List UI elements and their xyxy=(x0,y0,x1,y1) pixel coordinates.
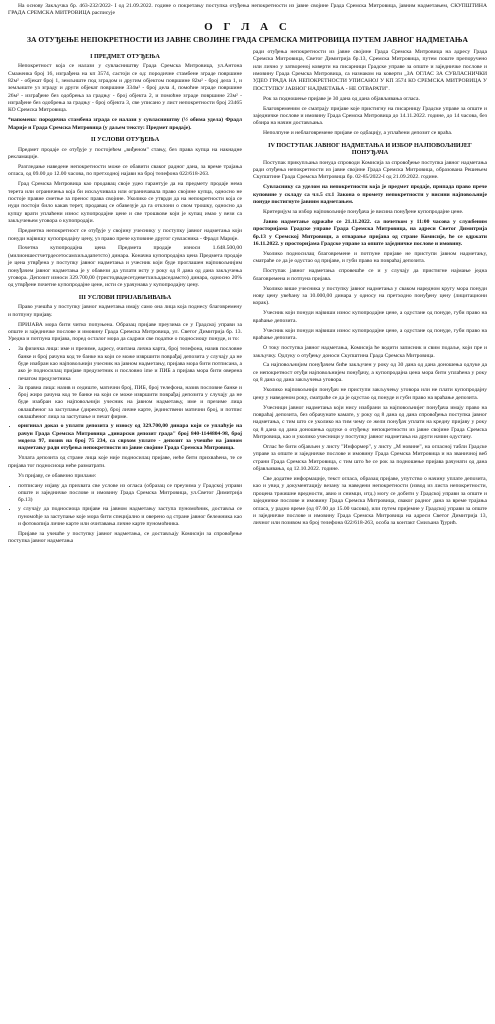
paragraph: Почетна купопродајна цена Предмета продаје износи 1.648.500,00 (милионшестчетрдесетосамхиљадапетсто) динара. Коначна купопродајна цена Предмета продаје је цена утврђена у поступку јавног надметања и учесник који буде проглашен најповољнијим понуђачем јавног надметања је у обавези да уплати исту у року од 8 дана од дана закључења уговора. Депозит износи 329.700,00 (тристодвадесетдеветхиљадаседамсто) динара, односно 20% од утврђене почетне купопродајне цене, исти се урачунава у купопродајну цену. xyxy=(8,245,242,289)
intro-paragraph: На основу Закључка бр. 463-232/2022- I од 21.09.2022. године о покретању поступка отуђења непокретности из јавне својине Града Сремска Митровица, јавним надметањем, СКУПШТИНА ГРАДА СРЕМСКА МИТРОВИЦА расписује xyxy=(8,3,487,17)
paragraph: Критеријум за избор најповољније понуђача је висина понуђене купопродајне цене. xyxy=(263,208,464,215)
page-title: О Г Л А С xyxy=(204,20,291,33)
paragraph: ради отуђења непокретности из јавне својине Града Сремска Митровица на адресу Града Сремска Митровица, Светог Димитрија бр.13, Сремска Митровица, путем поште препоручено или лично у затвореној коверти на писарници Градске управе за опште и заједничке послове и имовину Града Сремска Митровица, са назнаком на коверти „ЗА ОГЛАС ЗА СУВЛАСНИЧКИ УДЕО ГРАДА НА НЕПОКРЕТНОСТИ УПИСАНОЈ У КП 3574 КО СРЕМСКА МИТРОВИЦА У ПОСТУПКУ ЈАВНОГ НАДМЕТАЊА - НЕ ОТВАРАТИ". xyxy=(253,48,487,92)
section-title-conditions: II УСЛОВИ ОТУЂЕЊА xyxy=(90,136,160,144)
paragraph: Неполпуне и неблаговремене пријаве се одбацију, а уплаћени депозит се враћа. xyxy=(263,130,453,137)
attachments-list xyxy=(8,483,242,529)
section-title-subject: I ПРЕДМЕТ ОТУЂЕЊА xyxy=(90,52,160,60)
paragraph: О току поступка јавног надметања, Комисија ће водити записник и свим подаље, који пре и закључку. Одлуку о отуђењу доноси Скупштина Града Сремска Митровица. xyxy=(253,345,487,359)
paragraph: Пријаве за учешће у поступку јавног надметања, се достављају Комисији за спровођење поступка јавног надметања xyxy=(8,531,242,545)
paragraph: Уз пријаву, се обавезно прилаже: xyxy=(18,472,97,479)
paragraph: Право учешћа у поступку јавног надметања имају само она лица која поднесу благовремену и потпуну пријаву. xyxy=(8,304,242,318)
list-item: • потписану изјаву да прихвата све услове из огласа (образац се преузима у Градској управи опште и заједничке послове и имовину Града Сремска Митровица, ул.Светог Димитрија бр.13) xyxy=(18,483,242,505)
note-paragraph: *напомена: породична стамбена зграда се налази у сувласништву (½ обима удела) Фрадл Марије и Града Сремска Митровица (у даљем тексту: Предмет продаје). xyxy=(8,117,242,131)
list-item: • у случају да подносиоца пријаве на јавном надметању заступа пуномоћник, доставља се пуномоћје за заступање које мора бити специјално и оверено од стране јавног бележника као и фотокопија личне карте или очитавања личне карте пуномоћника. xyxy=(18,506,242,528)
paragraph: Сувласнику са уделом на непокретности која је предмет продаје, припада право прече куповине у складу са чл.5 ст.1 Закона о промету непокретности у висини најповољније понуде постигнуте јавним надметањем. xyxy=(253,184,487,205)
paragraph: Уколико више учесника у поступку јавног надметања у сваком наредном кругу мора понуди нову цену увећану за 10.000,00 динара у односу на претходно понуђену цену (лицитациони корак). xyxy=(253,285,487,307)
paragraph: Учесник који понуди највиши износ купопродајне цене, а одустане од понуде, губи право на враћање депозита. xyxy=(253,310,487,324)
paragraph: Оглас ће бити објављен у листу "Информер", у листу „М новине", на огласној табли Градске управе за опште и заједничке послове и имовину Града Сремска Митровица и на званичној веб страни Града Сремска Митровица, с тим што ће се рок за подношење пријава рачунати од дана објављивања, од 12.10.2022. године. xyxy=(253,444,487,473)
paragraph: Уколико најповољнији понуђач не приступи закључењу уговора или не плати купопродајну цену у наведеном року, сматраће се да је одустао од понуде и губи право на враћање депозита. xyxy=(253,387,487,401)
paragraph: Град Сремска Митровица као продавац своје удео гарантује да на предмету продаје нема терета или ограничења која би искључивала или ограничавала право својине купца, односно не постоје правне сметње за пренос права својине. Уколико се утврди да на непокретности која се нуди постоји било какав терет, продавац се обавезује да га отклони о свом трошку, односно да купцу врати уплаћени износ купопродајне цене и све трошкове који је купац имао у вези са закључењем уговора о купопродаји. xyxy=(8,181,242,225)
paragraph: Непокретност која се налази у сувласништву Града Сремска Митровица, ул.Антона Смажеика број 16, изграђена на кп 3574, састоји се од: породичне стамбене зграде површине 82м² - објекат број 1, земљиште под зградом и другим објектом површине 82м² - број дела 1, и земљиште уз зграду и други објекат површине 334м² - број дела 4, помоћне зграде површине 26м² - изграђене без одобрења за градњу - број објекта 2, и помоћне зграде површине 23м² - изграђене без одобрења за градњу - број објекта 3, све уписано у лист непокретности број 23465 КО Сремска Митровица. xyxy=(8,63,242,114)
requirements-list xyxy=(8,346,242,452)
left-column xyxy=(8,49,242,549)
paragraph: Благовременим се сматрају пријаве које пристигну на писарницу Градске управе за опште и заједничке послове и имовину Града Сремска Митровица до 14.11.2022. године, до 14 часова, без обзира на начин достављања. xyxy=(253,105,487,127)
paragraph: Уколико подносилац благовремене и потпуне пријаве не приступи јавном надметању, сматраће се да је одустао од пријаве, и губи право на повраћај депозита. xyxy=(253,251,487,265)
paragraph: Учесници јавног надметања који нису изабрани за најповољнијег понуђача имају право на повраћај депозита, без обрачунате камате, у року од 8 дана од дана спровођења поступка јавног надметања, с тим што се уколико на тим чему се жели понуђач уплати на кредну пријаву у року од 8 дана од дана доношења одлуке о отуђењу непокретности из јавне својине Града Сремска Митровица, као и уколико учесници у поступку јавног надметања на други начин одустану. xyxy=(253,404,487,441)
list-item: • За правна лица: назив и седиште, матични број, ПИБ, број телефона, назив пословне банке и број жиро рачуна код те банке на који се може извршити поврађај депозита у случају да не буде изабран као најповољнији учесник на јавном надметању, име и презиме лица овлашћеног за заступање (директор), број личне карте, јединствени матични број, и потпис овлашћеног лица за заступање и печат фирме. xyxy=(18,385,242,422)
right-column xyxy=(253,49,487,549)
paragraph: Разгледање наведене непокретности може се обавити сваког радног дана, за време трајања огласа, од 09.00 до 12.00 часова, по претходној најави на број телефона 022/618-263. xyxy=(8,163,242,178)
paragraph: Рок за подношење пријаве је 30 дана од дана објављивања огласа. xyxy=(263,95,420,102)
paragraph: ПРИЈАВА мора бити читко попуњена. Образац пријаве преузима се у Градској управи за опште и заједничке послове и имовину Града Сремска Митровица, ул. Светог Димитрија бр. 13. Уредна и потпуна пријава, поред осталог мора да садржи све податке о подносиоцу понуде, и то: xyxy=(8,321,242,343)
paragraph: Поступак прикупљања понуда спроводи Комисија за спровођење поступка јавног надметања ради отуђења непокретности из јавне својине Града Сремска Митровица, образована Решењем Скупштине Града Сремска Митровица бр. 02-85/2022-I од 21.09.2022. године. xyxy=(253,159,487,181)
paragraph: Поступак јавног надметања спровешће се и у случају да пристигне најмање једна благовремена и потпуна пријава. xyxy=(253,268,487,282)
paragraph: Са најповољнијим понуђачем биће закључен у року од 30 дана од дана доношења одлуке да се непокретност отуђи најповољнијем понуђачу, а купопродајна цена мора бити уплаћена у року од 8 дана од дана закључења уговора. xyxy=(253,362,487,384)
section-title-procedure: IV ПОСТУПАК ЈАВНОГ НАДМЕТАЊА И ИЗБОР НАЈПОВОЉНИЈЕГ ПОНУЂАЧА xyxy=(268,141,472,157)
paragraph: Предмет продаје се отуђује у постојећем „виђеном" стању, без права купца на накнадне рекламације. xyxy=(8,146,242,160)
paragraph: Учесник који понуди највиши износ купопродајне цене, а одустане од понуде, губи право на враћање депозита. xyxy=(253,327,487,342)
list-item: • За физичка лица: име и презиме, адресу, очитана лична карта, број телефона, назив пословне банке и број рачуна код те банке на који се може извршити поврађај депозита у случају да не буде изабран као најповољнији учесник на јавном надметању, пријава мора бити потписана, а ако је подносилац пријаве предузетник и пословно ime и ПИБ а пријава мора бити оверена печатом предузетника xyxy=(18,346,242,383)
page-subtitle: ЗА ОТУЂЕЊЕ НЕПОКРЕТНОСТИ ИЗ ЈАВНЕ СВОЈИНЕ ГРАДА СРЕМСКА МИТРОВИЦА ПУТЕМ ЈАВНОГ НАДМЕТАЊА xyxy=(27,35,468,45)
two-column-body xyxy=(8,49,487,549)
list-item: • оригинал доказ о уплати депозита у износу од 329.700,00 динара који се уплаћује на рачун Града Сремска Митровица „динарски депозит града" број 840-1144804-98, број модела 97, позив на број 75 234, са сврхом уплате - депозит за учешће на јавном надметању ради отуђења непокретности из јавне својине Града Сремска Митровица. xyxy=(18,423,242,453)
paragraph: Све додатне информације, текст огласа, образац пријаве, упутство о начину уплате депозита, као и увид у документацију везану за наведени непокретности (извод из листа непокретности, процена тржишне вредности, авио и снимци, итд.) могу се добити у Градској управи за опште и заједничке послове и имовину Града Сремска Митровица, сваког радног дана за време трајања огласа, у радно време (од 07.00 до 15.00 часова), или путем пријемне у Градској управи за опште и заједничке послове и имовину Града Сремска Митровица на адреси Светог Димитрија 13, личног или позивом на број телефона 022/618-263, особа за контакт Смиљана Ђурић. xyxy=(253,476,487,527)
paragraph: Предметна непокретност се отуђује у својину учеснику у поступку јавног надметања који понуди највишу купопродајну цену, уз право прече куповине другог сувласника - Фрадл Марије. xyxy=(8,228,242,242)
paragraph: Јавно надметање одржаће се 21.11.2022. са почетком у 11:00 часова у службеним просторијама Градске управе Града Сремска Митровица, на адреси Светог Димитрија бр.13 у Сремској Митровици, а отварање пријава од стране Комисије, ће се одржати 16.11.2022. у просторијама Градске управе за опште заједничке послове и имовину. xyxy=(253,218,487,248)
paragraph: Уплата депозита од стране лица које није подносилац пријаве, неће бити прихваћена, те се пријава тог подносиоца неће разматрати. xyxy=(8,455,242,469)
section-title-application: III УСЛОВИ ПРИЈАВЉИВАЊА xyxy=(78,293,172,301)
